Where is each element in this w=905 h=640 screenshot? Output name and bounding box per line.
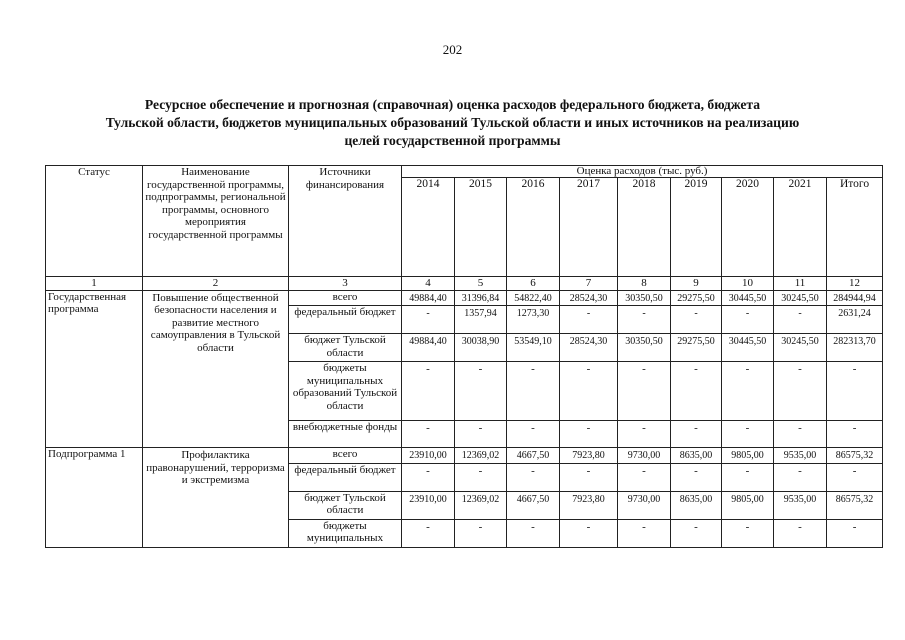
value-cell: - [455, 463, 507, 491]
value-cell: - [722, 463, 774, 491]
value-cell: - [402, 519, 455, 547]
value-cell: - [618, 519, 671, 547]
total-cell: 284944,94 [827, 290, 883, 306]
value-cell: 23910,00 [402, 448, 455, 464]
value-cell: 30350,50 [618, 290, 671, 306]
header-name: Наименование государственной программы, подпрограммы, региональной программы, основного мероприятия государственной программы [143, 166, 289, 277]
value-cell: 28524,30 [560, 334, 618, 362]
value-cell: - [560, 463, 618, 491]
title-line: Ресурсное обеспечение и прогнозная (справочная) оценка расходов федерального бюджета, бюджета [144, 97, 761, 112]
value-cell: 7923,80 [560, 491, 618, 519]
program-name-cell: Профилактика правонарушений, терроризма и экстремизма [143, 448, 289, 548]
value-cell: 12369,02 [455, 448, 507, 464]
value-cell: - [774, 306, 827, 334]
value-cell: 29275,50 [671, 334, 722, 362]
column-index: 5 [455, 277, 507, 291]
value-cell: - [671, 306, 722, 334]
value-cell: - [402, 421, 455, 448]
value-cell: - [455, 362, 507, 421]
table-row [46, 448, 883, 464]
value-cell: - [507, 362, 560, 421]
total-cell: - [827, 362, 883, 421]
header-row [46, 166, 883, 178]
value-cell: 8635,00 [671, 491, 722, 519]
value-cell: 28524,30 [560, 290, 618, 306]
header-year: 2019 [671, 178, 722, 277]
header-year: 2014 [402, 178, 455, 277]
value-cell: 9730,00 [618, 491, 671, 519]
value-cell: 49884,40 [402, 334, 455, 362]
program-name-cell: Повышение общественной безопасности населения и развитие местного самоуправления в Тульской области [143, 290, 289, 448]
column-index: 4 [402, 277, 455, 291]
value-cell: - [671, 421, 722, 448]
title-line: Тульской области, бюджетов муниципальных образований Тульской области и иных источников на реализацию [105, 115, 800, 130]
column-index: 7 [560, 277, 618, 291]
value-cell: - [560, 306, 618, 334]
value-cell: 9535,00 [774, 448, 827, 464]
table-row [46, 290, 883, 306]
source-cell: внебюджетные фонды [289, 421, 402, 448]
value-cell: 8635,00 [671, 448, 722, 464]
value-cell: 12369,02 [455, 491, 507, 519]
value-cell: 9805,00 [722, 448, 774, 464]
source-cell: федеральный бюджет [289, 306, 402, 334]
page-number: 202 [442, 42, 463, 57]
value-cell: - [671, 362, 722, 421]
value-cell: - [560, 519, 618, 547]
source-cell: бюджет Тульской области [289, 334, 402, 362]
column-index: 10 [722, 277, 774, 291]
total-cell: - [827, 421, 883, 448]
column-index: 12 [827, 277, 883, 291]
value-cell: 23910,00 [402, 491, 455, 519]
value-cell: 29275,50 [671, 290, 722, 306]
value-cell: 1273,30 [507, 306, 560, 334]
value-cell: - [507, 421, 560, 448]
total-cell: - [827, 463, 883, 491]
column-index: 11 [774, 277, 827, 291]
source-cell: всего [289, 448, 402, 464]
value-cell: - [402, 463, 455, 491]
source-cell: бюджеты муниципальных [289, 519, 402, 547]
value-cell: - [671, 519, 722, 547]
value-cell: 7923,80 [560, 448, 618, 464]
title-line: целей государственной программы [344, 133, 561, 148]
header-total: Итого [827, 178, 883, 277]
value-cell: 30445,50 [722, 334, 774, 362]
total-cell: - [827, 519, 883, 547]
value-cell: 9535,00 [774, 491, 827, 519]
value-cell: - [560, 421, 618, 448]
column-index: 8 [618, 277, 671, 291]
value-cell: - [402, 362, 455, 421]
header-year: 2018 [618, 178, 671, 277]
header-estimate: Оценка расходов (тыс. руб.) [402, 166, 883, 178]
value-cell: - [455, 421, 507, 448]
header-year: 2020 [722, 178, 774, 277]
value-cell: - [618, 306, 671, 334]
header-status: Статус [46, 166, 143, 277]
value-cell: 4667,50 [507, 448, 560, 464]
value-cell: - [455, 519, 507, 547]
value-cell: - [507, 463, 560, 491]
status-cell: Подпрограмма 1 [46, 448, 143, 548]
value-cell: - [618, 463, 671, 491]
source-cell: всего [289, 290, 402, 306]
column-index: 3 [289, 277, 402, 291]
value-cell: - [507, 519, 560, 547]
value-cell: 31396,84 [455, 290, 507, 306]
value-cell: 9730,00 [618, 448, 671, 464]
header-year: 2021 [774, 178, 827, 277]
value-cell: 30245,50 [774, 290, 827, 306]
value-cell: - [722, 306, 774, 334]
value-cell: - [774, 519, 827, 547]
column-index: 1 [46, 277, 143, 291]
value-cell: 54822,40 [507, 290, 560, 306]
document-title [60, 96, 845, 150]
header-year: 2016 [507, 178, 560, 277]
header-year: 2017 [560, 178, 618, 277]
total-cell: 86575,32 [827, 491, 883, 519]
value-cell: - [722, 362, 774, 421]
value-cell: - [774, 463, 827, 491]
value-cell: - [671, 463, 722, 491]
total-cell: 86575,32 [827, 448, 883, 464]
header-sources: Источники финансирования [289, 166, 402, 277]
header-year: 2015 [455, 178, 507, 277]
value-cell: 1357,94 [455, 306, 507, 334]
status-cell: Государственная программа [46, 290, 143, 448]
source-cell: бюджеты муниципальных образований Тульской области [289, 362, 402, 421]
value-cell: 30445,50 [722, 290, 774, 306]
total-cell: 282313,70 [827, 334, 883, 362]
value-cell: 53549,10 [507, 334, 560, 362]
value-cell: - [560, 362, 618, 421]
value-cell: 30038,90 [455, 334, 507, 362]
source-cell: федеральный бюджет [289, 463, 402, 491]
value-cell: 30350,50 [618, 334, 671, 362]
value-cell: 4667,50 [507, 491, 560, 519]
value-cell: - [774, 362, 827, 421]
source-cell: бюджет Тульской области [289, 491, 402, 519]
value-cell: 30245,50 [774, 334, 827, 362]
value-cell: - [722, 519, 774, 547]
value-cell: - [402, 306, 455, 334]
column-index-row [46, 277, 883, 291]
value-cell: 49884,40 [402, 290, 455, 306]
column-index: 9 [671, 277, 722, 291]
value-cell: - [774, 421, 827, 448]
value-cell: - [618, 362, 671, 421]
value-cell: - [722, 421, 774, 448]
total-cell: 2631,24 [827, 306, 883, 334]
value-cell: 9805,00 [722, 491, 774, 519]
value-cell: - [618, 421, 671, 448]
column-index: 6 [507, 277, 560, 291]
budget-table [45, 165, 883, 548]
column-index: 2 [143, 277, 289, 291]
